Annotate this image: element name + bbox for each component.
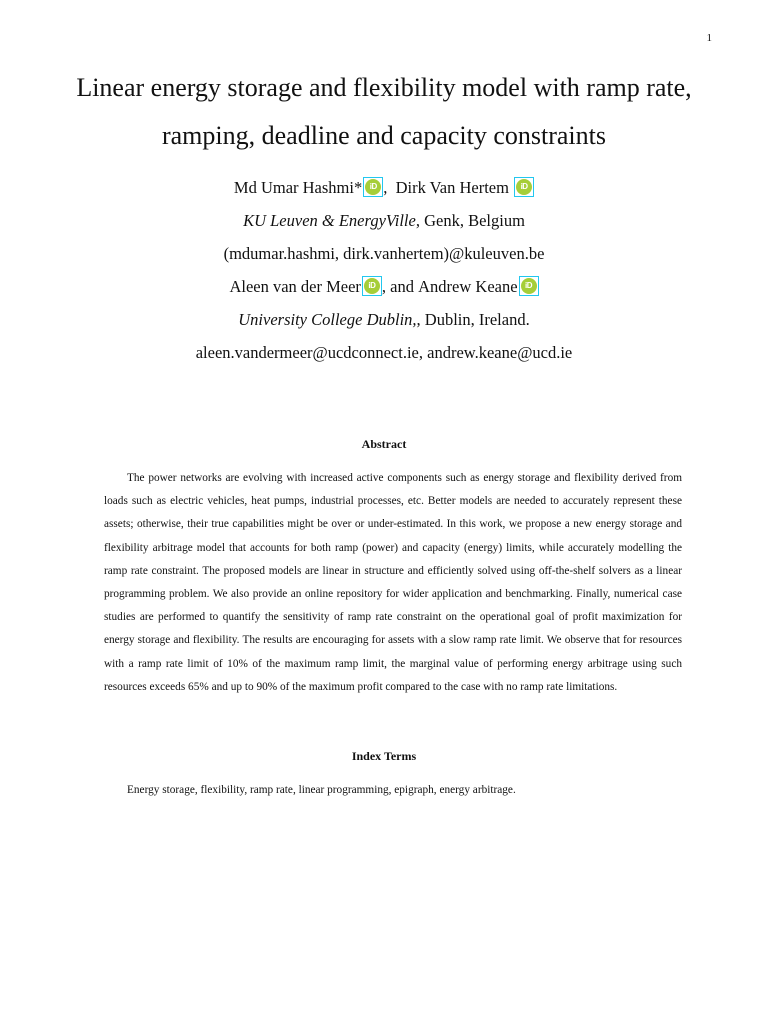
orcid-link[interactable] <box>363 177 383 197</box>
author-name: Dirk Van Hertem <box>395 178 509 197</box>
orcid-icon: iD <box>365 179 381 195</box>
orcid-icon: iD <box>364 278 380 294</box>
affiliation-location: , Genk, Belgium <box>415 211 525 230</box>
orcid-link[interactable] <box>514 177 534 197</box>
abstract-heading: Abstract <box>361 437 407 451</box>
paper-title: Linear energy storage and flexibility model with ramp rate, ramping, deadline and capacity constraints <box>76 73 692 150</box>
index-terms-text: Energy storage, flexibility, ramp rate, linear programming, epigraph, energy arbitrage. <box>127 784 516 796</box>
author-separator: , <box>383 178 388 197</box>
affiliation-institution: KU Leuven & EnergyVille <box>243 211 416 230</box>
author-line-1 <box>0 177 768 199</box>
orcid-link[interactable] <box>362 276 382 296</box>
author-name: Aleen van der Meer <box>229 277 361 296</box>
author-name: Andrew Keane <box>418 277 518 296</box>
index-terms-heading: Index Terms <box>351 749 417 763</box>
author-line-2 <box>0 276 768 298</box>
affiliation-location: , Dublin, Ireland. <box>416 310 530 329</box>
email-line-2: aleen.vandermeer@ucdconnect.ie, andrew.keane@ucd.ie <box>195 343 573 362</box>
orcid-link[interactable] <box>519 276 539 296</box>
author-separator: , and <box>381 277 414 296</box>
abstract-text: The power networks are evolving with increased active components such as energy storage and flexibility derived from loads such as electric vehicles, heat pumps, industrial processes, etc. Better models are needed to accurately represent these assets; otherwise, their true capabilities might be over or under-estimated. In this work, we propose a new energy storage and flexibility arbitrage model that accounts for both ramp (power) and capacity (energy) limits, while accurately modelling the ramp rate constraint. The proposed models are linear in structure and efficiently solved using off-the-shelf solvers as a linear programming problem. We also provide an online repository for wider application and benchmarking. Finally, numerical case studies are performed to quantify the sensitivity of ramp rate constraint on the operational goal of profit maximization for energy storage and flexibility. The results are encouraging for assets with a slow ramp rate limit. We observe that for resources with a ramp rate limit of 10% of the maximum ramp limit, the marginal value of performing energy arbitrage using such resources exceeds 65% and up to 90% of the maximum profit compared to the case with no ramp rate limitations. <box>104 472 682 693</box>
orcid-icon: iD <box>516 179 532 195</box>
author-name: Md Umar Hashmi* <box>233 178 363 197</box>
affiliation-institution: University College Dublin, <box>238 310 417 329</box>
orcid-icon: iD <box>521 278 537 294</box>
page-number: 1 <box>706 32 712 44</box>
affiliation-line-2 <box>0 309 768 331</box>
email-line-1: (mdumar.hashmi, dirk.vanhertem)@kuleuven.be <box>223 244 545 263</box>
affiliation-line-1 <box>0 210 768 232</box>
